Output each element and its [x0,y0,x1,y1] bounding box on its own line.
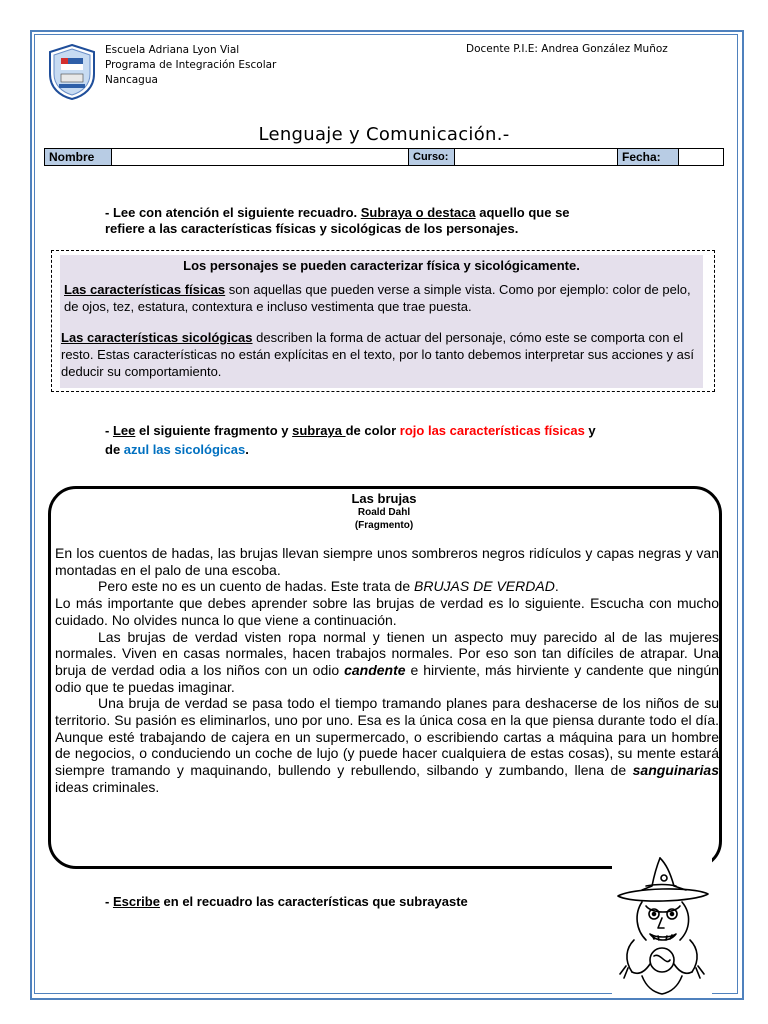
page-title: Lenguaje y Comunicación.- [258,124,510,145]
student-fields-row [44,148,724,166]
story-paragraph: En los cuentos de hadas, las brujas llevan siempre unos sombreros negros ridículos y capas negras y van montadas en el palo de una escoba. [55,545,719,578]
date-field[interactable] [679,149,723,165]
story-paragraph: Lo más importante que debes aprender sobre las brujas de verdad es lo siguiente. Escucha con mucho cuidado. No olvides nunca lo que viene a continuación. [55,595,719,628]
story-text [55,545,719,796]
physical-term: Las características físicas [64,282,226,297]
physical-definition [60,281,703,315]
teacher-name: Docente P.I.E: Andrea González Muñoz [466,43,668,55]
story-text-span: Pero este no es un cuento de hadas. Este trata de [98,578,414,595]
instruction-2-y: y [584,423,596,438]
instruction-1-text-end: aquello que se [475,205,570,220]
instruction-3 [105,894,468,910]
story-text-span: Las brujas de verdad visten ropa normal y tienen un aspecto muy parecido al de las mujeres normales. Viven en casas normales, hacen trabajos normales. Por eso son tan difíciles de atrapar. Una bruja de verdad odia a los niños con un odio [55,628,719,678]
story-title: Las brujas [351,491,417,506]
school-logo [48,44,96,100]
story-bold-italic: candente [344,661,406,678]
name-field[interactable] [112,149,409,165]
instruction-2-subraya: subraya [292,423,346,438]
story-text-span: Una bruja de verdad se pasa todo el tiempo tramando planes para deshacerse de los niños de su territorio. Su pasión es eliminarlos, uno por uno. Esa es la única cosa en la que piensa durante todo el día. Aunque esté trabajando de cajera en un supermercado, o escribiendo cartas a máquina para un hombre de negocios, o conduciendo un coche de lujo (y puede hacer cualquiera de estas cosas), su mente estará siempre tramando y maquinando, bullendo y rebullendo, silbando y zumbando, llena de [55,695,719,779]
instruction-3-rest: en el recuadro las características que subrayaste [159,894,468,909]
program-name: Programa de Integración Escolar [105,59,277,71]
psych-term: Las características sicológicas [61,330,253,345]
story-paragraph [55,695,719,795]
story-italic: BRUJAS DE VERDAD [414,578,555,595]
instruction-1 [105,205,570,237]
instruction-3-dash: - [105,894,113,909]
instruction-1-text: - Lee con atención el siguiente recuadro. [105,205,361,220]
instruction-1-underlined: Subraya o destaca [360,205,476,220]
psych-definition [60,329,703,380]
date-label: Fecha: [618,149,679,165]
instruction-2 [105,421,596,459]
instruction-2-de-color: de color [345,423,400,438]
story-note: (Fragmento) [354,520,414,531]
story-text-span: ideas criminales. [55,778,160,795]
story-author: Roald Dahl [357,507,411,518]
instruction-2-lee: Lee [112,423,136,438]
town-name: Nancagua [105,74,158,86]
psych-text: describen la forma de actuar del personaje, cómo este se comporta con el resto. Estas características no están explícitas en el texto, por lo tanto debemos interpretar sus acciones y así deducir su comportamiento. [61,330,694,379]
witch-illustration [612,856,712,996]
instruction-2-red: rojo las características físicas [399,423,585,438]
story-paragraph [55,578,719,595]
instruction-2-dash: - [105,423,113,438]
school-info [105,43,276,88]
instruction-2-mid: el siguiente fragmento y [135,423,293,438]
story-bold-italic: sanguinarias [632,762,719,779]
instruction-1-line2: refiere a las características físicas y sicológicas de los personajes. [105,221,519,236]
story-text-span: . [554,578,559,595]
name-label: Nombre [45,149,112,165]
instruction-3-escribe: Escribe [112,894,160,909]
story-paragraph [55,629,719,696]
info-box-heading: Los personajes se pueden caracterizar física y sicológicamente. [183,258,580,273]
instruction-2-blue: azul las sicológicas [123,442,246,457]
instruction-2-dot: . [245,442,249,457]
physical-text: son aquellas que pueden verse a simple vista. Como por ejemplo: color de pelo, de ojos, tez, estatura, contextura e incluso vestimenta que trae puesta. [64,282,691,314]
info-box [60,255,703,388]
school-name: Escuela Adriana Lyon Vial [105,44,240,56]
instruction-2-de: de [105,442,124,457]
course-field[interactable] [455,149,618,165]
story-text-span: e hirviente, más hirviente y candente que ningún odio que te puedas imaginar. [55,661,719,695]
course-label: Curso: [409,149,455,165]
